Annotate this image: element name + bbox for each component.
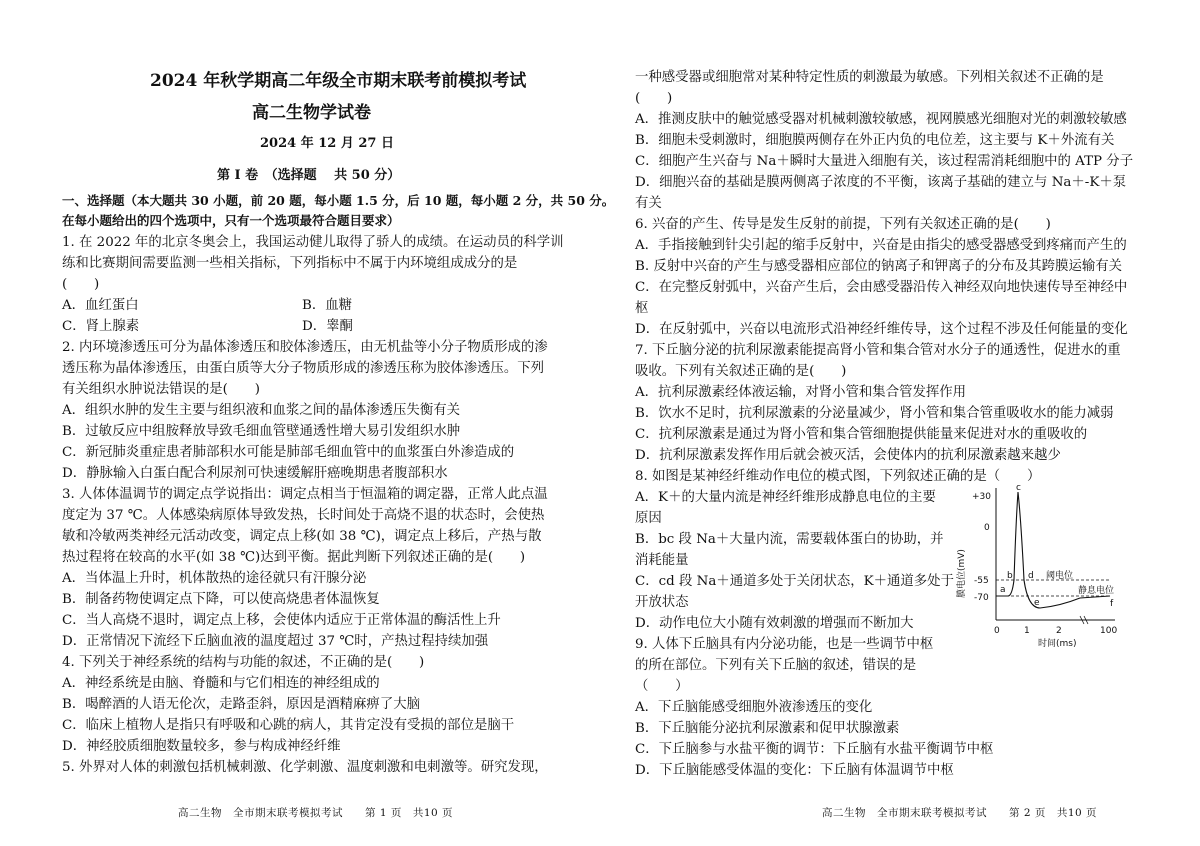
q4-option-b: B．喝醉酒的人语无伦次，走路歪斜，原因是酒精麻痹了大脑 bbox=[62, 697, 420, 712]
section-heading: 第 I 卷 （选择题 共 50 分） bbox=[217, 168, 401, 183]
x-tick-label: 0 bbox=[994, 626, 1000, 636]
q9-option-d: D．下丘脑能感受体温的变化：下丘脑有体温调节中枢 bbox=[635, 763, 954, 778]
exam-date: 2024 年 12 月 27 日 bbox=[260, 136, 394, 151]
q3-line: 度定为 37 ℃。人体感染病原体导致发热，长时间处于高烧不退的状态时，会使热 bbox=[62, 508, 545, 523]
threshold-label: 阈电位 bbox=[1046, 571, 1074, 581]
q9-line: （ ） bbox=[635, 679, 689, 694]
q9-option-c: C．下丘脑参与水盐平衡的调节：下丘脑有水盐平衡调节中枢 bbox=[635, 742, 994, 757]
q6-option-b: B. 反射中兴奋的产生与感受器相应部位的钠离子和钾离子的分布及其跨膜运输有关 bbox=[635, 259, 1123, 274]
q8-line: 原因 bbox=[635, 511, 662, 526]
q4-option-c: C．临床上植物人是指只有呼吸和心跳的病人，其肯定没有受损的部位是脑干 bbox=[62, 718, 515, 733]
point-label: a bbox=[1000, 585, 1006, 595]
q6-option-a: A．手指接触到针尖引起的缩手反射中，兴奋是由指尖的感受器感受到疼痛而产生的 bbox=[635, 238, 1127, 253]
q1-line: 练和比赛期间需要监测一些相关指标，下列指标中不属于内环境组成成分的是 bbox=[62, 256, 518, 271]
q1-option-a: A．血红蛋白 bbox=[62, 298, 139, 313]
q9-line: 的所在部位。下列有关下丘脑的叙述，错误的是 bbox=[635, 658, 917, 673]
page-footer-left: 高二生物 全市期末联考模拟考试 第 1 页 共10 页 bbox=[178, 807, 454, 819]
q7-line: 吸收。下列有关叙述正确的是( ) bbox=[635, 364, 847, 379]
q2-option-d: D．静脉输入白蛋白配合利尿剂可快速缓解肝癌晚期患者腹部积水 bbox=[62, 466, 448, 481]
q6-option-d: D．在反射弧中，兴奋以电流形式沿神经纤维传导，这个过程不涉及任何能量的变化 bbox=[635, 322, 1128, 337]
q7-line: 7. 下丘脑分泌的抗利尿激素能提高肾小管和集合管对水分子的通透性，促进水的重 bbox=[635, 343, 1121, 358]
y-tick-label: -70 bbox=[974, 593, 989, 603]
point-label: e bbox=[1034, 598, 1040, 608]
x-tick-label: 2 bbox=[1056, 626, 1062, 636]
q4-line: 4. 下列关于神经系统的结构与功能的叙述，不正确的是( ) bbox=[62, 655, 425, 670]
q3-option-c: C．当人高烧不退时，调定点上移，会使体内适应于正常体温的酶活性上升 bbox=[62, 613, 501, 628]
point-label: b bbox=[1007, 571, 1013, 581]
q9-option-b: B．下丘脑能分泌抗利尿激素和促甲状腺激素 bbox=[635, 721, 900, 736]
q1-option-d: D．睾酮 bbox=[302, 319, 353, 334]
q4-option-a: A．神经系统是由脑、脊髓和与它们相连的神经组成的 bbox=[62, 676, 380, 691]
q7-option-d: D．抗利尿激素发挥作用后就会被灭活，会使体内的抗利尿激素越来越少 bbox=[635, 448, 1061, 463]
q6-line: 枢 bbox=[635, 301, 649, 316]
q5-option-b: B．细胞未受刺激时，细胞膜两侧存在外正内负的电位差，这主要与 K＋外流有关 bbox=[635, 133, 1115, 148]
q5-line: 5. 外界对人体的刺激包括机械刺激、化学刺激、温度刺激和电刺激等。研究发现， bbox=[62, 760, 548, 775]
resting-label: 静息电位 bbox=[1078, 586, 1115, 596]
q5-line: 有关 bbox=[635, 196, 662, 211]
q5-option-a: A．推测皮肤中的触觉感受器对机械刺激较敏感，视网膜感光细胞对光的刺激较敏感 bbox=[635, 112, 1127, 127]
y-axis-label: 膜电位(mV) bbox=[957, 549, 967, 598]
x-axis-label: 时间(ms) bbox=[1038, 639, 1077, 649]
q8-line: 开放状态 bbox=[635, 595, 689, 610]
q2-line: 有关组织水肿说法错误的是( ) bbox=[62, 382, 260, 397]
q3-option-d: D．正常情况下流经下丘脑血液的温度超过 37 ℃时，产热过程持续加强 bbox=[62, 634, 489, 649]
action-potential-graph bbox=[950, 480, 1120, 650]
q2-option-c: C．新冠肺炎重症患者肺部积水可能是肺部毛细血管中的血浆蛋白外渗造成的 bbox=[62, 445, 515, 460]
q5-line: 一种感受器或细胞常对某种特定性质的刺激最为敏感。下列相关叙述不正确的是 bbox=[635, 70, 1104, 85]
x-tick-label: 100 bbox=[1100, 626, 1118, 636]
q8-option-b: B．bc 段 Na＋大量内流，需要载体蛋白的协助，并 bbox=[635, 532, 944, 547]
q7-option-b: B．饮水不足时，抗利尿激素的分泌量减少，肾小管和集合管重吸收水的能力减弱 bbox=[635, 406, 1114, 421]
q2-line: 2. 内环境渗透压可分为晶体渗透压和胶体渗透压，由无机盐等小分子物质形成的渗 bbox=[62, 340, 548, 355]
q4-option-d: D．神经胶质细胞数量较多，参与构成神经纤维 bbox=[62, 739, 341, 754]
point-label: f bbox=[1110, 599, 1114, 609]
instructions-line-2: 在每小题给出的四个选项中，只有一个选项最符合题目要求） bbox=[62, 213, 400, 228]
q2-option-b: B．过敏反应中组胺释放导致毛细血管壁通透性增大易引发组织水肿 bbox=[62, 424, 461, 439]
y-tick-label: 0 bbox=[984, 523, 990, 533]
q3-line: 敏和冷敏两类神经元活动改变，调定点上移(如 38 ℃)，调定点上移后，产热与散 bbox=[62, 529, 542, 544]
point-label: d bbox=[1028, 571, 1034, 581]
exam-subtitle: 高二生物学试卷 bbox=[252, 103, 371, 123]
q9-line: 9. 人体下丘脑具有内分泌功能，也是一些调节中枢 bbox=[635, 637, 934, 652]
q1-option-c: C．肾上腺素 bbox=[62, 319, 140, 334]
q8-option-c: C．cd 段 Na＋通道多处于关闭状态，K＋通道多处于 bbox=[635, 574, 954, 589]
q7-option-a: A．抗利尿激素经体液运输，对肾小管和集合管发挥作用 bbox=[635, 385, 967, 400]
q7-option-c: C．抗利尿激素是通过为肾小管和集合管细胞提供能量来促进对水的重吸收的 bbox=[635, 427, 1088, 442]
q1-option-b: B．血糖 bbox=[302, 298, 353, 313]
q2-line: 透压称为晶体渗透压，由蛋白质等大分子物质形成的渗透压称为胶体渗透压。下列 bbox=[62, 361, 545, 376]
y-tick-label: +30 bbox=[972, 492, 991, 502]
point-label: c bbox=[1016, 483, 1021, 493]
q9-option-a: A．下丘脑能感受细胞外液渗透压的变化 bbox=[635, 700, 873, 715]
instructions-line-1: 一、选择题（本大题共 30 小题，前 20 题，每小题 1.5 分，后 10 题，每小题 2 分，共 50 分。 bbox=[62, 193, 615, 208]
exam-title: 2024 年秋学期高二年级全市期末联考前模拟考试 bbox=[150, 71, 527, 91]
q3-line: 3. 人体体温调节的调定点学说指出：调定点相当于恒温箱的调定器，正常人此点温 bbox=[62, 487, 548, 502]
y-tick-label: -55 bbox=[974, 576, 989, 586]
q5-option-d: D．细胞兴奋的基础是膜两侧离子浓度的不平衡，该离子基础的建立与 Na＋-K＋泵 bbox=[635, 175, 1127, 190]
q3-option-b: B．制备药物使调定点下降，可以使高烧患者体温恢复 bbox=[62, 592, 380, 607]
q3-option-a: A．当体温上升时，机体散热的途径就只有汗腺分泌 bbox=[62, 571, 367, 586]
q1-line: 1. 在 2022 年的北京冬奥会上，我国运动健儿取得了骄人的成绩。在运动员的科学训 bbox=[62, 235, 564, 250]
q8-option-d: D．动作电位大小随有效刺激的增强而不断加大 bbox=[635, 616, 914, 631]
q8-option-a: A．K＋的大量内流是神经纤维形成静息电位的主要 bbox=[635, 490, 936, 505]
q6-option-c: C．在完整反射弧中，兴奋产生后，会由感受器沿传入神经双向地快速传导至神经中 bbox=[635, 280, 1128, 295]
page-footer-right: 高二生物 全市期末联考模拟考试 第 2 页 共10 页 bbox=[822, 807, 1098, 819]
q6-line: 6. 兴奋的产生、传导是发生反射的前提，下列有关叙述正确的是( ) bbox=[635, 217, 1051, 232]
q8-line: 消耗能量 bbox=[635, 553, 689, 568]
x-tick-label: 1 bbox=[1024, 626, 1030, 636]
q5-line: ( ) bbox=[635, 91, 673, 106]
q2-option-a: A．组织水肿的发生主要与组织液和血浆之间的晶体渗透压失衡有关 bbox=[62, 403, 460, 418]
q5-option-c: C．细胞产生兴奋与 Na＋瞬时大量进入细胞有关，该过程需消耗细胞中的 ATP 分子 bbox=[635, 154, 1134, 169]
q8-line: 8. 如图是某神经纤维动作电位的模式图，下列叙述正确的是（ ） bbox=[635, 469, 1041, 484]
q3-line: 热过程将在较高的水平(如 38 ℃)达到平衡。据此判断下列叙述正确的是( ) bbox=[62, 550, 526, 565]
q1-line: ( ) bbox=[62, 277, 100, 292]
